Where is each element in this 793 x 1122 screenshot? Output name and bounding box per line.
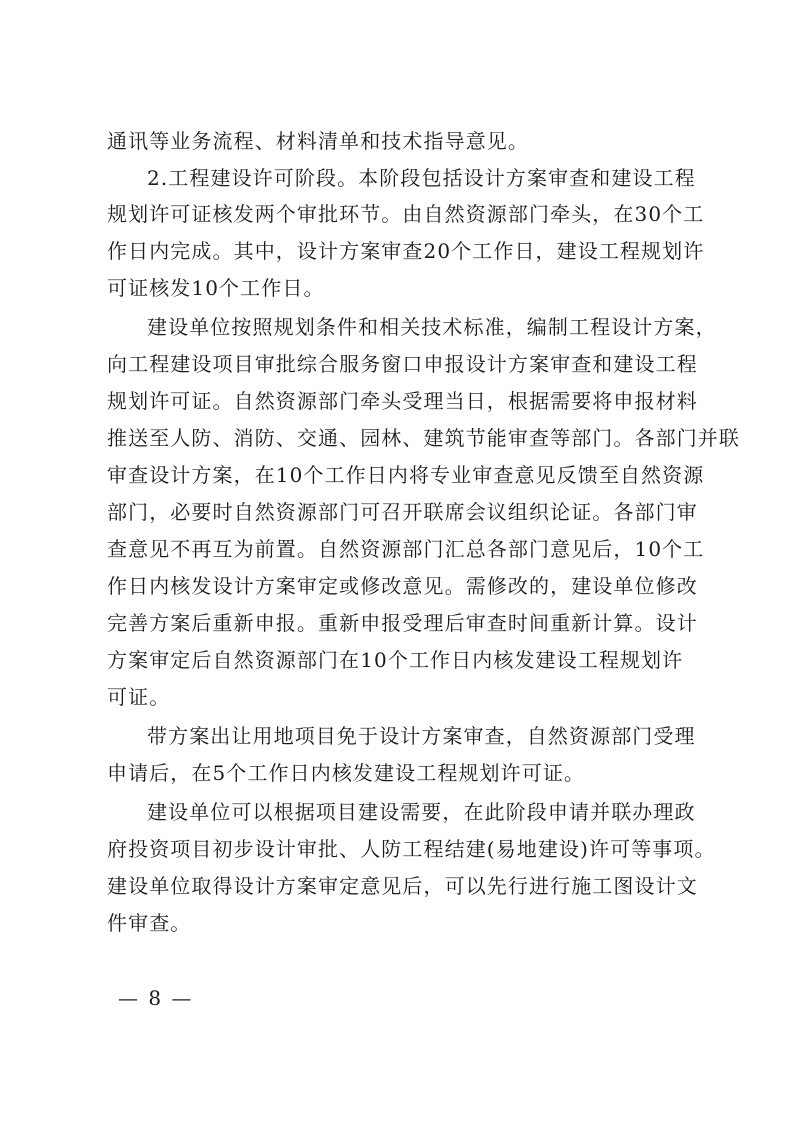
page-number: — 8 — — [118, 986, 194, 1010]
paragraph-5-line-2: 府投资项目初步设计审批、人防工程结建(易地建设)许可等事项。 — [107, 837, 716, 861]
paragraph-5-line-1: 建设单位可以根据项目建设需要，在此阶段申请并联办理政 — [147, 800, 696, 824]
paragraph-1-line-1: 通讯等业务流程、材料清单和技术指导意见。 — [107, 129, 529, 153]
paragraph-3-line-7: 查意见不再互为前置。自然资源部门汇总各部门意见后，10个工 — [107, 537, 705, 561]
paragraph-3-line-5: 审查设计方案，在10个工作日内将专业审查意见反馈至自然资源 — [107, 463, 705, 487]
paragraph-3-line-11: 可证。 — [107, 685, 171, 709]
paragraph-2-line-4: 可证核发10个工作日。 — [107, 276, 325, 300]
paragraph-5-line-4: 件审查。 — [107, 911, 192, 935]
paragraph-3-line-9: 完善方案后重新申报。重新申报受理后审查时间重新计算。设计 — [107, 611, 698, 635]
paragraph-3-line-8: 作日内核发设计方案审定或修改意见。需修改的，建设单位修改 — [107, 574, 698, 598]
paragraph-4-line-1: 带方案出让用地项目免于设计方案审查，自然资源部门受理 — [147, 724, 696, 748]
paragraph-3-line-6: 部门，必要时自然资源部门可召开联席会议组织论证。各部门审 — [107, 500, 698, 524]
paragraph-4-line-2: 申请后，在5个工作日内核发建设工程规划许可证。 — [107, 761, 586, 785]
paragraph-3-line-10: 方案审定后自然资源部门在10个工作日内核发建设工程规划许 — [107, 648, 684, 672]
paragraph-3-line-4: 推送至人防、消防、交通、园林、建筑节能审查等部门。各部门并联 — [107, 426, 740, 450]
paragraph-3-line-2: 向工程建设项目审批综合服务窗口申报设计方案审查和建设工程 — [107, 352, 698, 376]
paragraph-2-line-3: 作日内完成。其中，设计方案审查20个工作日，建设工程规划许 — [107, 239, 705, 263]
paragraph-2-line-2: 规划许可证核发两个审批环节。由自然资源部门牵头，在30个工 — [107, 202, 705, 226]
paragraph-5-line-3: 建设单位取得设计方案审定意见后，可以先行进行施工图设计文 — [107, 874, 698, 898]
paragraph-3-line-1: 建设单位按照规划条件和相关技术标准，编制工程设计方案， — [147, 315, 717, 339]
paragraph-2-line-1: 2.工程建设许可阶段。本阶段包括设计方案审查和建设工程 — [147, 166, 696, 190]
paragraph-3-line-3: 规划许可证。自然资源部门牵头受理当日，根据需要将申报材料 — [107, 389, 698, 413]
